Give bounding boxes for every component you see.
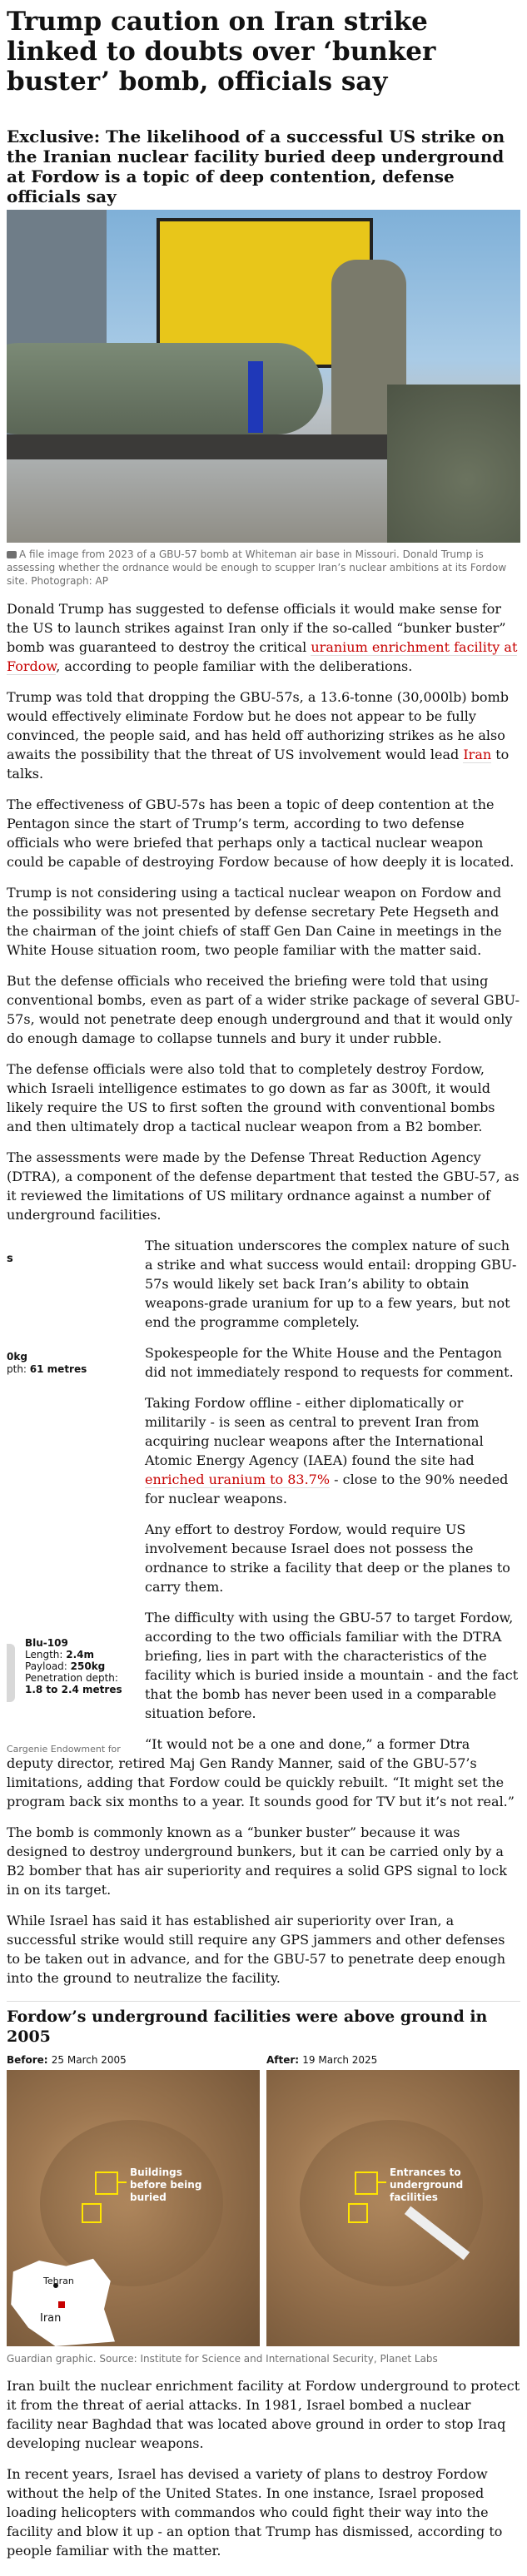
after-satellite-image — [266, 2070, 520, 2346]
link-iran[interactable]: Iran — [463, 747, 492, 762]
blu-109-depth-label: Penetration depth: — [25, 1672, 118, 1684]
iran-locator-map — [7, 2253, 115, 2346]
depth-fragment — [7, 1363, 87, 1375]
after-panel — [266, 2053, 520, 2346]
after-date-value: 19 March 2025 — [302, 2054, 378, 2066]
blu-109-depth-value: 1.8 to 2.4 metres — [25, 1684, 122, 1695]
gbu-57-bomb — [7, 343, 323, 434]
blu-109-title: Blu-109 — [25, 1637, 68, 1649]
highlight-box — [348, 2203, 368, 2223]
standfirst: Exclusive: The likelihood of a successful US strike on the Iranian nuclear facility buried deep underground at Fordow is a topic of deep contention, defense officials say — [7, 127, 505, 206]
paragraph-text: , according to people familiar with the deliberations. — [56, 658, 413, 674]
paragraph-text: - close to the 90% needed for nuclear weapons. — [145, 1472, 509, 1506]
paragraph: While Israel has said it has established air superiority over Iran, a successful strike would still require any GPS jammers and other defenses to be taken out in advance, and for the GBU-57 to penetrate deep enough into the ground to neutralize the facility. — [7, 1913, 506, 1986]
figure-source: Guardian graphic. Source: Institute for Science and International Security, Planet Labs — [7, 2353, 438, 2365]
before-panel — [7, 2053, 260, 2346]
callout-line — [378, 2181, 386, 2183]
depth-fragment-label: pth: — [7, 1363, 30, 1375]
paragraph: “It would not be a one and done,” a former Dtra deputy director, retired Maj Gen Randy Manner, said of the GBU-57’s limitations, adding that Fordow could be quickly rebuilt. “It might set the program back six months to a year. It sounds good for TV but it’s not real.” — [7, 1736, 515, 1809]
blu-109-length — [25, 1649, 122, 1660]
payload-fragment: 0kg — [7, 1351, 27, 1362]
before-date — [7, 2053, 260, 2067]
fordow-marker — [58, 2301, 65, 2308]
highlight-box — [95, 2171, 118, 2195]
blu-109-specs — [25, 1637, 122, 1695]
highlight-box — [82, 2203, 102, 2223]
after-date — [266, 2053, 520, 2067]
paragraph: Trump is not considering using a tactical nuclear weapon on Fordow and the possibility was not presented by defense secretary Pete Hegseth and the chairman of the joint chiefs of staff Gen Dan Caine in meetings in the White House situation room, two people familiar with the matter said. — [7, 885, 502, 958]
paragraph: The defense officials were also told that to completely destroy Fordow, which Israeli intelligence estimates to go down as far as 300ft, it would likely require the US to first soften the ground with conventional bombs and then ultimately drop a tactical nuclear weapon from a B2 bomber. — [7, 1061, 495, 1134]
depth-fragment-value: 61 metres — [29, 1363, 87, 1375]
satellite-figure-title: Fordow’s underground facilities were above ground in 2005 — [7, 2001, 520, 2047]
blu-109-shape — [7, 1644, 15, 1702]
highlight-box — [355, 2171, 378, 2195]
payload-value: 250kg — [70, 1660, 106, 1672]
graphic-credit: Cargenie Endowment for — [7, 1744, 121, 1755]
paragraph — [7, 687, 520, 783]
length-label: Length: — [25, 1649, 67, 1660]
satellite-figure — [7, 2053, 520, 2346]
paragraph: In recent years, Israel has devised a variety of plans to destroy Fordow without the help of the United States. In one instance, Israel proposed loading helicopters with commandos who could fight their way into the facility and blow it up - an option that Trump has dismissed, according to people familiar with the matter. — [7, 2466, 503, 2559]
paragraph: The assessments were made by the Defense Threat Reduction Agency (DTRA), a component of the defense department that tested the GBU-57, as it reviewed the limitations of US military ordnance against a number of underground facilities. — [7, 1149, 520, 1223]
paragraph: Spokespeople for the White House and the Pentagon did not immediately respond to requests for comment. — [145, 1345, 514, 1380]
paragraph: Iran built the nuclear enrichment facility at Fordow underground to protect it from the threat of aerial attacks. In 1981, Israel bombed a nuclear facility near Baghdad that was located above ground in order to stop Iraq developing nuclear weapons. — [7, 2378, 520, 2451]
link-fordow[interactable]: uranium enrichment facility at Fordow — [7, 639, 518, 674]
paragraph: But the defense officials who received the briefing were told that using conventional bombs, even as part of a wider strike package of several GBU-57s, would not penetrate deep enough underground and that it would only do enough damage to collapse tunnels and bury it under rubble. — [7, 973, 520, 1046]
after-callout-label: Entrances to underground facilities — [390, 2167, 464, 2203]
payload-label: Payload: — [25, 1660, 71, 1672]
after-date-label: After: — [266, 2054, 303, 2066]
headline: Trump caution on Iran strike linked to doubts over ‘bunker buster’ bomb, officials say — [7, 7, 436, 97]
callout-line — [118, 2181, 127, 2183]
paragraph-text: Donald Trump has suggested to defense officials it would make sense for the US to launch strikes against Iran only if the so-called “bunker buster” bomb was guaranteed to destroy the critical — [7, 601, 506, 655]
paragraph: The bomb is commonly known as a “bunker buster” because it was designed to destroy underground bunkers, but it can be carried only by a B2 bomber that has air superiority and requires a solid GPS signal to lock in on its target. — [7, 1824, 507, 1898]
bomb-comparison-graphic — [7, 1236, 133, 1755]
paragraph: The difficulty with using the GBU-57 to target Fordow, according to the two officials familiar with the DTRA briefing, lies in part with the characteristics of the facility which is buried inside a mountain - and the fact that the bomb has never been used in a comparable situation before. — [145, 1610, 519, 1721]
paragraph-text: Taking Fordow offline - either diplomatically or militarily - is seen as central to prevent Iran from acquiring nuclear weapons after the International Atomic Energy Agency (IAEA) found the site had — [145, 1395, 484, 1468]
map-country-label: Iran — [40, 2312, 62, 2325]
image-caption-text: A file image from 2023 of a GBU-57 bomb at Whiteman air base in Missouri. Donald Trump is assessing whether the ordnance would be enough to scupper Iran’s nuclear ambitions at its Fordow site. Photograph: AP — [7, 548, 507, 587]
bomb-blue-band — [248, 361, 263, 433]
paragraph: The situation underscores the complex nature of such a strike and what success would entail: dropping GBU-57s would likely set back Iran’s ability to obtain weapons-grade uranium for up to a few years, but not end the programme completely. — [145, 1238, 517, 1330]
before-callout-label: Buildings before being buried — [130, 2167, 202, 2203]
paragraph — [7, 599, 520, 676]
image-caption — [7, 548, 520, 588]
paragraph-text: Trump was told that dropping the GBU-57s, a 13.6-tonne (30,000lb) bomb would effectively eliminate Fordow but he does not appear to be fully convinced, the people said, and has held off authorizing strikes as he also awaits the possibility that the threat of US involvement would lead — [7, 689, 509, 762]
length-value: 2.4m — [66, 1649, 95, 1660]
graphic-title-fragment: s — [7, 1253, 13, 1265]
paragraph: The effectiveness of GBU-57s has been a topic of deep contention at the Pentagon since the start of Trump’s term, according to two defense officials who were briefed that perhaps only a tactical nuclear weapon could be capable of destroying Fordow because of how deeply it is located. — [7, 797, 515, 870]
paragraph: Any effort to destroy Fordow, would require US involvement because Israel does not possess the ordnance to strike a facility that deep or the planes to carry them. — [145, 1521, 510, 1595]
camera-icon — [7, 551, 17, 558]
map-city-label: Tehran — [43, 2276, 74, 2286]
before-date-value: 25 March 2005 — [51, 2054, 127, 2066]
before-satellite-image — [7, 2070, 260, 2346]
graphic-and-text — [7, 1236, 520, 1811]
before-date-label: Before: — [7, 2054, 52, 2066]
link-enriched-uranium[interactable]: enriched uranium to 83.7% — [145, 1472, 331, 1487]
hero-image — [7, 210, 520, 543]
paragraph-text: to talks. — [7, 747, 510, 782]
foreground-soldier — [387, 385, 520, 543]
blu-109-payload — [25, 1660, 122, 1672]
